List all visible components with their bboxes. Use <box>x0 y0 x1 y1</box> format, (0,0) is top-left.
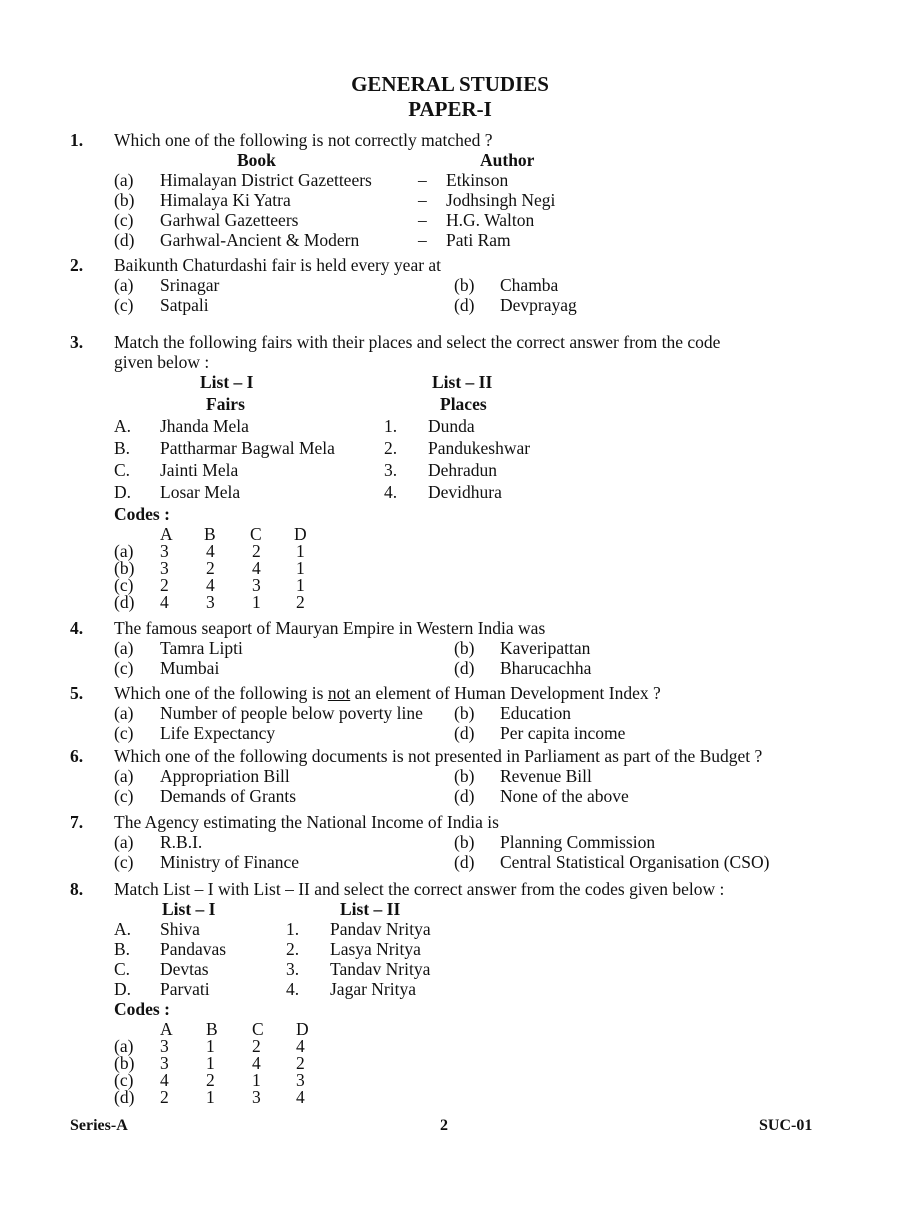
option-row: (c) Life Expectancy (d) Per capita income <box>114 723 626 743</box>
question-number: 5. <box>70 683 84 703</box>
code-option-row: (a) 3 1 2 4 <box>114 1036 305 1056</box>
question-text-continued: given below : <box>114 352 210 372</box>
code-option-row: (b) 3 2 4 1 <box>114 558 305 578</box>
question-5 <box>70 684 830 744</box>
paper-title: GENERAL STUDIES <box>351 72 549 96</box>
option-row: (c) Garhwal Gazetteers – H.G. Walton <box>114 210 535 230</box>
footer-series: Series-A <box>70 1117 128 1134</box>
question-3 <box>70 333 830 610</box>
question-6 <box>70 747 830 807</box>
code-option-row: (d) 2 1 3 4 <box>114 1087 305 1107</box>
code-option-row: (d) 4 3 1 2 <box>114 592 305 612</box>
code-option-row: (a) 3 4 2 1 <box>114 541 305 561</box>
question-number: 7. <box>70 812 84 832</box>
option-row: (a) Number of people below poverty line (b) Education <box>114 703 571 723</box>
question-8 <box>70 880 830 1105</box>
question-text: Baikunth Chaturdashi fair is held every year at <box>114 255 442 275</box>
code-option-row: (c) 2 4 3 1 <box>114 575 305 595</box>
match-row: C. Jainti Mela 3. Dehradun <box>114 460 498 480</box>
option-row: (a) Appropriation Bill (b) Revenue Bill <box>114 766 592 786</box>
code-option-row: (c) 4 2 1 3 <box>114 1070 305 1090</box>
codes-label: Codes : <box>114 504 170 524</box>
question-number: 4. <box>70 618 84 638</box>
footer-paper-code: SUC-01 <box>759 1117 813 1134</box>
codes-header: A B C D <box>160 524 307 544</box>
question-text: Match the following fairs with their places and select the correct answer from the code <box>114 332 721 352</box>
option-row: (c) Demands of Grants (d) None of the above <box>114 786 629 806</box>
match-row: B. Pattharmar Bagwal Mela 2. Pandukeshwar <box>114 438 531 458</box>
question-number: 1. <box>70 130 84 150</box>
match-row: D. Parvati 4. Jagar Nritya <box>114 979 417 999</box>
option-row: (c) Mumbai (d) Bharucachha <box>114 658 592 678</box>
list-headers: List – I List – II <box>200 372 493 392</box>
codes-table <box>114 1020 830 1105</box>
column-header-author: Author <box>480 150 535 170</box>
emphasis-not: not <box>327 683 351 703</box>
option-row: (d) Garhwal-Ancient & Modern – Pati Ram <box>114 230 511 250</box>
codes-table <box>114 525 830 610</box>
question-2 <box>70 256 830 316</box>
match-row: A. Jhanda Mela 1. Dunda <box>114 416 475 436</box>
footer-page-number: 2 <box>440 1117 448 1134</box>
question-text: The famous seaport of Mauryan Empire in Western India was <box>114 618 546 638</box>
list-headers: List – I List – II <box>162 899 401 919</box>
match-row: D. Losar Mela 4. Devidhura <box>114 482 502 502</box>
question-text: Which one of the following documents is not presented in Parliament as part of the Budget ? <box>114 746 763 766</box>
option-row: (a) Tamra Lipti (b) Kaveripattan <box>114 638 591 658</box>
codes-label: Codes : <box>114 999 170 1019</box>
question-7 <box>70 813 830 873</box>
question-number: 8. <box>70 879 84 899</box>
match-row: B. Pandavas 2. Lasya Nritya <box>114 939 421 959</box>
option-row: (a) Himalayan District Gazetteers – Etkinson <box>114 170 509 190</box>
question-number: 6. <box>70 746 84 766</box>
list-subheaders: Fairs Places <box>206 394 487 414</box>
option-row: (a) Srinagar (b) Chamba <box>114 275 559 295</box>
question-1 <box>70 131 830 251</box>
option-row: (a) R.B.I. (b) Planning Commission <box>114 832 656 852</box>
option-row: (c) Ministry of Finance (d) Central Statistical Organisation (CSO) <box>114 852 770 872</box>
match-row: C. Devtas 3. Tandav Nritya <box>114 959 431 979</box>
option-row: (c) Satpali (d) Devprayag <box>114 295 577 315</box>
option-row: (b) Himalaya Ki Yatra – Jodhsingh Negi <box>114 190 556 210</box>
question-number: 2. <box>70 255 84 275</box>
question-number: 3. <box>70 332 84 352</box>
question-text: The Agency estimating the National Income of India is <box>114 812 499 832</box>
table-header <box>114 151 830 171</box>
codes-header: A B C D <box>160 1019 309 1039</box>
question-text: Match List – I with List – II and select the correct answer from the codes given below : <box>114 879 725 899</box>
question-text: Which one of the following is not correctly matched ? <box>114 130 493 150</box>
code-option-row: (b) 3 1 4 2 <box>114 1053 305 1073</box>
question-4 <box>70 619 830 679</box>
match-row: A. Shiva 1. Pandav Nritya <box>114 919 431 939</box>
column-header-book: Book <box>237 150 276 170</box>
paper-subtitle: PAPER-I <box>408 97 492 121</box>
question-text: Which one of the following is not an element of Human Development Index ? <box>114 683 661 703</box>
